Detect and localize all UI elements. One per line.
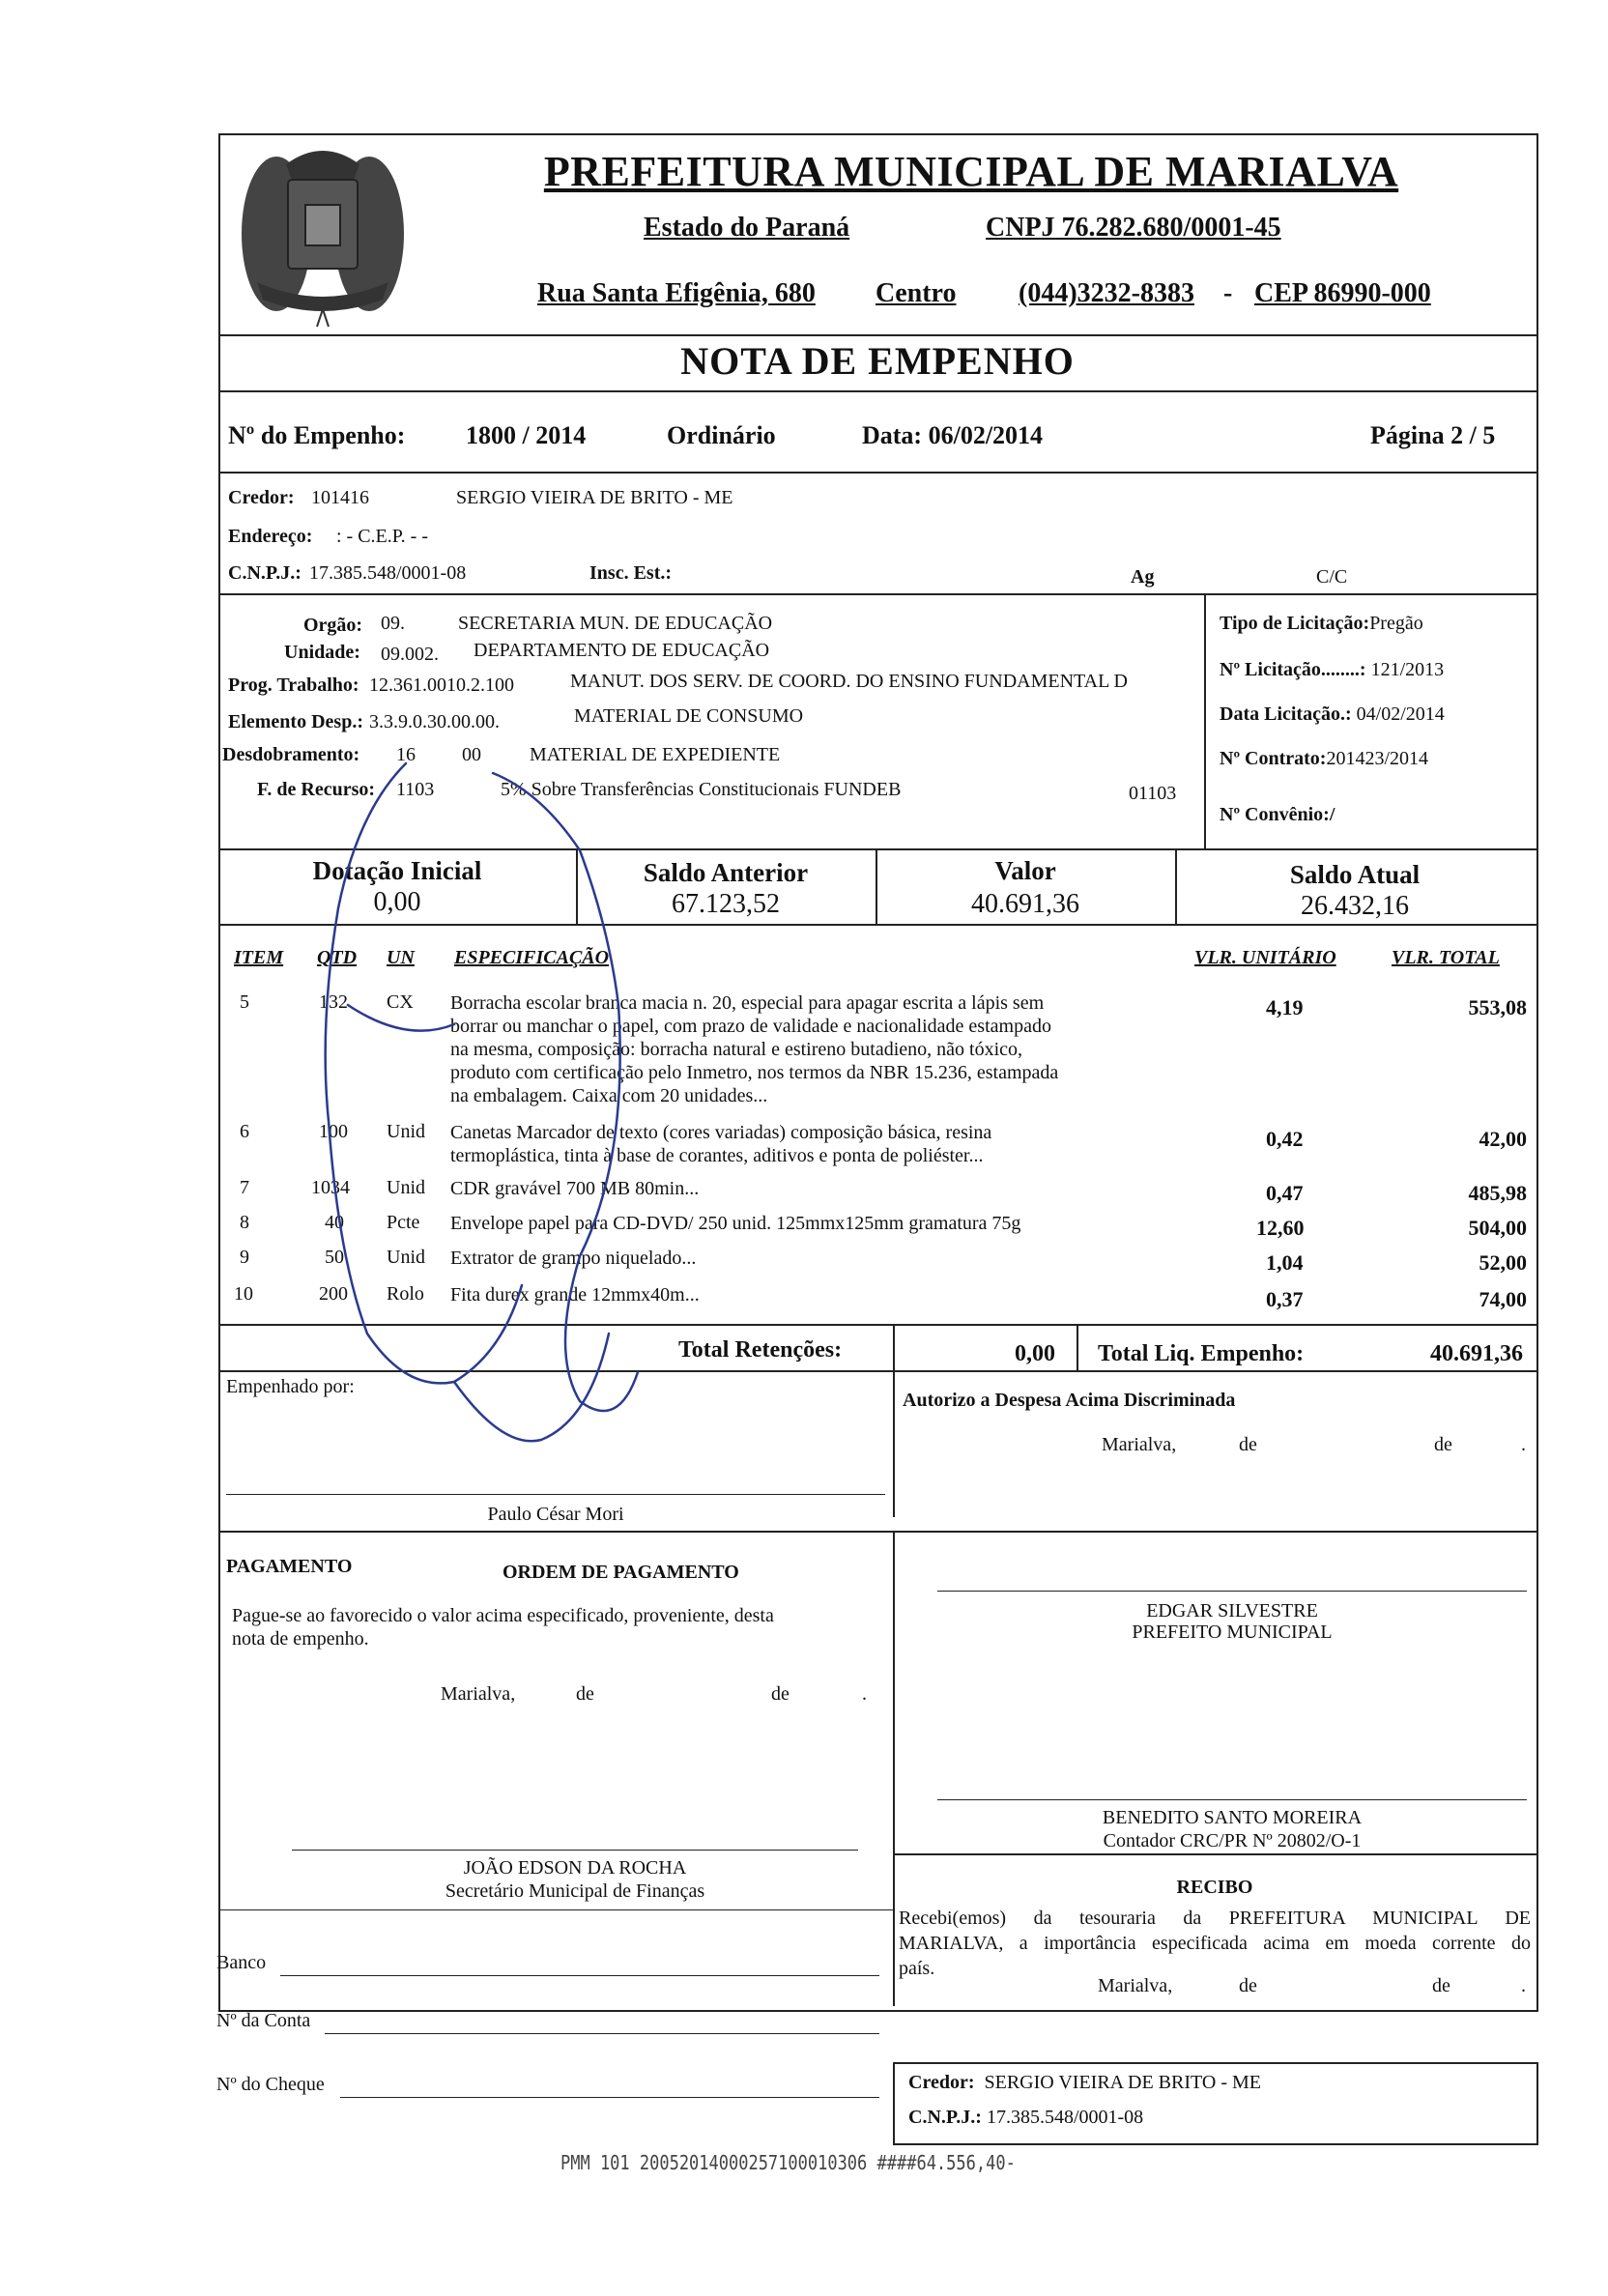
autorizo-de-2: de xyxy=(1434,1434,1452,1455)
item-qty: 132 xyxy=(319,991,348,1013)
item-unit: Unid xyxy=(387,1121,425,1142)
data-licitacao-value: 04/02/2014 xyxy=(1356,703,1445,725)
item-number: 9 xyxy=(240,1247,249,1268)
item-description-line: Fita durex grande 12mmx40m... xyxy=(450,1284,700,1306)
secretario-title: Secretário Municipal de Finanças xyxy=(445,1880,705,1902)
item-unit-price: 1,04 xyxy=(1266,1250,1304,1275)
recibo-place: Marialva, xyxy=(1098,1975,1173,1996)
divider xyxy=(893,1853,1536,1855)
autorizo-dot: . xyxy=(1521,1434,1526,1455)
numero-licitacao-label: Nº Licitação........: xyxy=(1220,659,1366,680)
convenio-label: Nº Convênio:/ xyxy=(1220,804,1335,825)
pagamento-de-2: de xyxy=(771,1683,790,1705)
ag-label: Ag xyxy=(1131,566,1155,588)
total-liquido-label: Total Liq. Empenho: xyxy=(1098,1341,1305,1366)
unidade-code: 09.002. xyxy=(381,644,439,665)
divider xyxy=(218,334,1536,336)
item-description xyxy=(450,1177,699,1200)
item-description xyxy=(450,1212,1020,1235)
item-description-line: na mesma, composição: borracha natural e estireno butadieno, não tóxico, xyxy=(450,1039,1023,1060)
divider xyxy=(218,1909,893,1910)
divider xyxy=(218,390,1536,392)
divider xyxy=(218,593,1536,595)
cheque-field[interactable] xyxy=(340,2097,879,2098)
prefeito-title: PREFEITO MUNICIPAL xyxy=(1132,1622,1333,1643)
recibo-credor xyxy=(908,2072,1261,2094)
endereco-label: Endereço: xyxy=(228,526,313,547)
credor-label: Credor: xyxy=(228,487,295,508)
recurso-code: 1103 xyxy=(396,779,435,800)
item-unit-price: 12,60 xyxy=(1256,1216,1305,1240)
elemento-desc: MATERIAL DE CONSUMO xyxy=(574,705,804,727)
contador-title: Contador CRC/PR Nº 20802/O-1 xyxy=(1103,1830,1362,1851)
item-number: 10 xyxy=(234,1283,253,1305)
item-unit-price: 0,37 xyxy=(1266,1287,1304,1311)
cnpj-label: CNPJ 76.282.680/0001-45 xyxy=(986,213,1281,243)
signature-line xyxy=(292,1850,858,1851)
numero-licitacao xyxy=(1220,659,1444,681)
desdobramento-desc: MATERIAL DE EXPEDIENTE xyxy=(530,744,781,765)
recurso-number: 01103 xyxy=(1129,783,1177,804)
elemento-label: Elemento Desp.: xyxy=(228,711,363,732)
signature-line xyxy=(937,1591,1527,1592)
banco-field[interactable] xyxy=(280,1975,879,1976)
empenho-label: Nº do Empenho: xyxy=(228,421,406,449)
tipo-licitacao-label: Tipo de Licitação: xyxy=(1220,613,1370,634)
item-description-line: na embalagem. Caixa com 20 unidades... xyxy=(450,1085,768,1106)
dash-separator: - xyxy=(1223,278,1233,308)
pagamento-dot: . xyxy=(862,1683,867,1705)
item-total-price: 52,00 xyxy=(1479,1250,1527,1275)
item-description-line: termoplástica, tinta à base de corantes, aditivos e ponta de poliéster... xyxy=(450,1145,984,1166)
recibo-cnpj-value: 17.385.548/0001-08 xyxy=(986,2107,1144,2128)
unidade-label: Unidade: xyxy=(284,642,360,663)
item-description xyxy=(450,1247,696,1270)
col-total-header: VLR. TOTAL xyxy=(1392,947,1500,968)
pague-se-line: nota de empenho. xyxy=(232,1628,369,1650)
recibo-de-1: de xyxy=(1239,1975,1257,1996)
municipality-title: PREFEITURA MUNICIPAL DE MARIALVA xyxy=(543,148,1399,195)
pagamento-label: PAGAMENTO xyxy=(226,1556,353,1577)
prog-label: Prog. Trabalho: xyxy=(228,674,359,696)
data-licitacao xyxy=(1220,703,1445,726)
item-total-price: 42,00 xyxy=(1479,1127,1527,1151)
contrato-value: 201423/2014 xyxy=(1326,748,1429,769)
desdobramento-sub: 00 xyxy=(462,744,481,765)
prog-code: 12.361.0010.2.100 xyxy=(369,674,514,696)
total-liquido-value: 40.691,36 xyxy=(1430,1341,1523,1366)
item-description xyxy=(450,1121,991,1167)
item-unit: Pcte xyxy=(387,1212,420,1233)
item-description-line: produto com certificação pelo Inmetro, nos termos da NBR 15.236, estampada xyxy=(450,1062,1059,1083)
empenho-number: 1800 / 2014 xyxy=(466,421,587,449)
col-spec-header: ESPECIFICAÇÃO xyxy=(454,947,610,968)
district-label: Centro xyxy=(876,278,957,308)
cep-label: CEP 86990-000 xyxy=(1254,278,1431,308)
col-unit-header: VLR. UNITÁRIO xyxy=(1194,947,1336,968)
cnpj-credor-value: 17.385.548/0001-08 xyxy=(309,562,467,584)
item-unit: Rolo xyxy=(387,1283,424,1305)
valor-value: 40.691,36 xyxy=(971,889,1079,919)
tipo-licitacao-value: Pregão xyxy=(1369,613,1423,634)
item-unit: Unid xyxy=(387,1247,425,1268)
cheque-label: Nº do Cheque xyxy=(216,2074,325,2095)
total-retencoes-value: 0,00 xyxy=(1015,1341,1055,1366)
item-total-price: 553,08 xyxy=(1468,995,1527,1019)
orgao-label: Orgão: xyxy=(303,615,363,636)
empenhado-por-label: Empenhado por: xyxy=(226,1376,355,1397)
item-description-line: Canetas Marcador de texto (cores variadas) composição básica, resina xyxy=(450,1122,992,1143)
divider xyxy=(218,1370,1536,1372)
divider xyxy=(218,848,1536,850)
item-total-price: 504,00 xyxy=(1468,1216,1527,1240)
divider xyxy=(218,472,1536,474)
item-qty: 200 xyxy=(319,1283,348,1305)
item-total-price: 485,98 xyxy=(1468,1181,1527,1205)
ordem-pagamento-label: ORDEM DE PAGAMENTO xyxy=(502,1562,739,1583)
pagamento-de-1: de xyxy=(576,1683,594,1705)
prog-desc: MANUT. DOS SERV. DE COORD. DO ENSINO FUNDAMENTAL D xyxy=(570,671,1129,692)
item-unit-price: 4,19 xyxy=(1266,995,1304,1019)
valor-label: Valor xyxy=(994,856,1056,885)
saldo-atual-value: 26.432,16 xyxy=(1301,891,1409,921)
dotacao-value: 0,00 xyxy=(373,887,421,917)
insc-est-label: Insc. Est.: xyxy=(589,562,673,584)
saldo-anterior-label: Saldo Anterior xyxy=(643,858,809,887)
desdobramento-code: 16 xyxy=(396,744,416,765)
saldo-anterior-value: 67.123,52 xyxy=(672,889,780,919)
item-qty: 100 xyxy=(319,1121,348,1142)
item-description-line: Extrator de grampo niquelado... xyxy=(450,1248,697,1269)
item-description-line: borrar ou manchar o papel, com prazo de validade e nacionalidade estampado xyxy=(450,1016,1051,1037)
divider xyxy=(893,1324,895,1370)
item-description xyxy=(450,991,1058,1107)
empenho-date: Data: 06/02/2014 xyxy=(862,421,1044,449)
conta-field[interactable] xyxy=(325,2033,879,2034)
item-number: 7 xyxy=(240,1177,249,1198)
desdobramento-label: Desdobramento: xyxy=(222,744,360,765)
orgao-desc: SECRETARIA MUN. DE EDUCAÇÃO xyxy=(458,613,773,634)
recibo-de-2: de xyxy=(1432,1975,1450,1996)
cnpj-credor-label: C.N.P.J.: xyxy=(228,562,302,584)
dotacao-label: Dotação Inicial xyxy=(312,856,482,885)
orgao-code: 09. xyxy=(381,613,405,634)
divider xyxy=(1077,1324,1078,1370)
conta-label: Nº da Conta xyxy=(216,2010,311,2031)
signature-line xyxy=(937,1799,1527,1800)
street-label: Rua Santa Efigênia, 680 xyxy=(537,278,816,308)
prefeito-name: EDGAR SILVESTRE xyxy=(1146,1600,1318,1622)
divider xyxy=(893,1370,895,1517)
page-indicator: Página 2 / 5 xyxy=(1370,421,1496,449)
recurso-desc: 5% Sobre Transferências Constitucionais FUNDEB xyxy=(501,779,902,800)
pagamento-place: Marialva, xyxy=(441,1683,516,1705)
recibo-credor-label: Credor: xyxy=(908,2072,975,2093)
contrato xyxy=(1220,748,1428,770)
total-retencoes-label: Total Retenções: xyxy=(678,1337,843,1363)
signer-paulo: Paulo César Mori xyxy=(487,1504,624,1525)
item-number: 8 xyxy=(240,1212,249,1233)
divider xyxy=(893,1531,895,2006)
autorizo-label: Autorizo a Despesa Acima Discriminada xyxy=(903,1390,1236,1411)
col-item-header: ITEM xyxy=(234,947,284,968)
doc-title: NOTA DE EMPENHO xyxy=(680,339,1075,383)
item-unit-price: 0,42 xyxy=(1266,1127,1304,1151)
item-unit: CX xyxy=(387,991,414,1013)
state-label: Estado do Paraná xyxy=(644,213,850,243)
footer-code: PMM 101 20052014000257100010306 ####64.556,40- xyxy=(560,2151,1016,2174)
credor-name: SERGIO VIEIRA DE BRITO - ME xyxy=(456,487,733,508)
divider xyxy=(218,1531,1536,1533)
item-description-line: Borracha escolar branca macia n. 20, especial para apagar escrita a lápis sem xyxy=(450,992,1045,1014)
pague-se-text xyxy=(232,1604,774,1650)
recibo-line: país. xyxy=(899,1958,935,1979)
recibo-cnpj xyxy=(908,2107,1143,2129)
cc-label: C/C xyxy=(1316,566,1348,588)
saldo-atual-label: Saldo Atual xyxy=(1289,860,1421,889)
item-unit-price: 0,47 xyxy=(1266,1181,1304,1205)
coat-of-arms-seal xyxy=(228,137,416,330)
item-number: 6 xyxy=(240,1121,249,1142)
item-qty: 50 xyxy=(325,1247,344,1268)
data-licitacao-label: Data Licitação.: xyxy=(1220,703,1352,725)
recibo-line: Recebi(emos) da tesouraria da PREFEITURA MUNICIPAL DE xyxy=(899,1908,1531,1929)
item-unit: Unid xyxy=(387,1177,425,1198)
item-qty: 1034 xyxy=(311,1177,350,1198)
phone-label: (044)3232-8383 xyxy=(1019,278,1194,308)
banco-label: Banco xyxy=(216,1952,267,1973)
tipo-licitacao xyxy=(1220,613,1423,635)
recibo-line: MARIALVA, a importância especificada acima em moeda corrente do xyxy=(899,1933,1531,1954)
item-description-line: CDR gravável 700 MB 80min... xyxy=(450,1178,700,1199)
recibo-title: RECIBO xyxy=(1176,1877,1253,1898)
recibo-credor-value: SERGIO VIEIRA DE BRITO - ME xyxy=(984,2072,1261,2093)
secretario-name: JOÃO EDSON DA ROCHA xyxy=(463,1857,687,1879)
divider xyxy=(1204,593,1206,848)
pague-se-line: Pague-se ao favorecido o valor acima especificado, proveniente, desta xyxy=(232,1605,774,1626)
divider xyxy=(218,924,1536,926)
autorizo-de-1: de xyxy=(1239,1434,1257,1455)
empenho-type: Ordinário xyxy=(667,421,776,449)
item-total-price: 74,00 xyxy=(1479,1287,1527,1311)
contrato-label: Nº Contrato: xyxy=(1220,748,1327,769)
unidade-desc: DEPARTAMENTO DE EDUCAÇÃO xyxy=(474,640,770,661)
signature-line xyxy=(226,1494,885,1495)
contador-name: BENEDITO SANTO MOREIRA xyxy=(1102,1807,1363,1828)
elemento-code: 3.3.9.0.30.00.00. xyxy=(369,711,500,732)
recibo-text xyxy=(899,1906,1531,1981)
item-description xyxy=(450,1283,700,1306)
credor-code: 101416 xyxy=(311,487,369,508)
item-number: 5 xyxy=(240,991,249,1013)
endereco-value: : - C.E.P. - - xyxy=(336,526,428,547)
divider xyxy=(218,1324,1536,1326)
autorizo-place: Marialva, xyxy=(1102,1434,1177,1455)
col-qtd-header: QTD xyxy=(317,947,358,968)
recibo-dot: . xyxy=(1521,1975,1526,1996)
numero-licitacao-value: 121/2013 xyxy=(1370,659,1445,680)
col-un-header: UN xyxy=(387,947,415,968)
item-description-line: Envelope papel para CD-DVD/ 250 unid. 125mmx125mm gramatura 75g xyxy=(450,1213,1021,1234)
recibo-cnpj-label: C.N.P.J.: xyxy=(908,2107,982,2128)
recurso-label: F. de Recurso: xyxy=(257,779,376,800)
item-qty: 40 xyxy=(325,1212,344,1233)
